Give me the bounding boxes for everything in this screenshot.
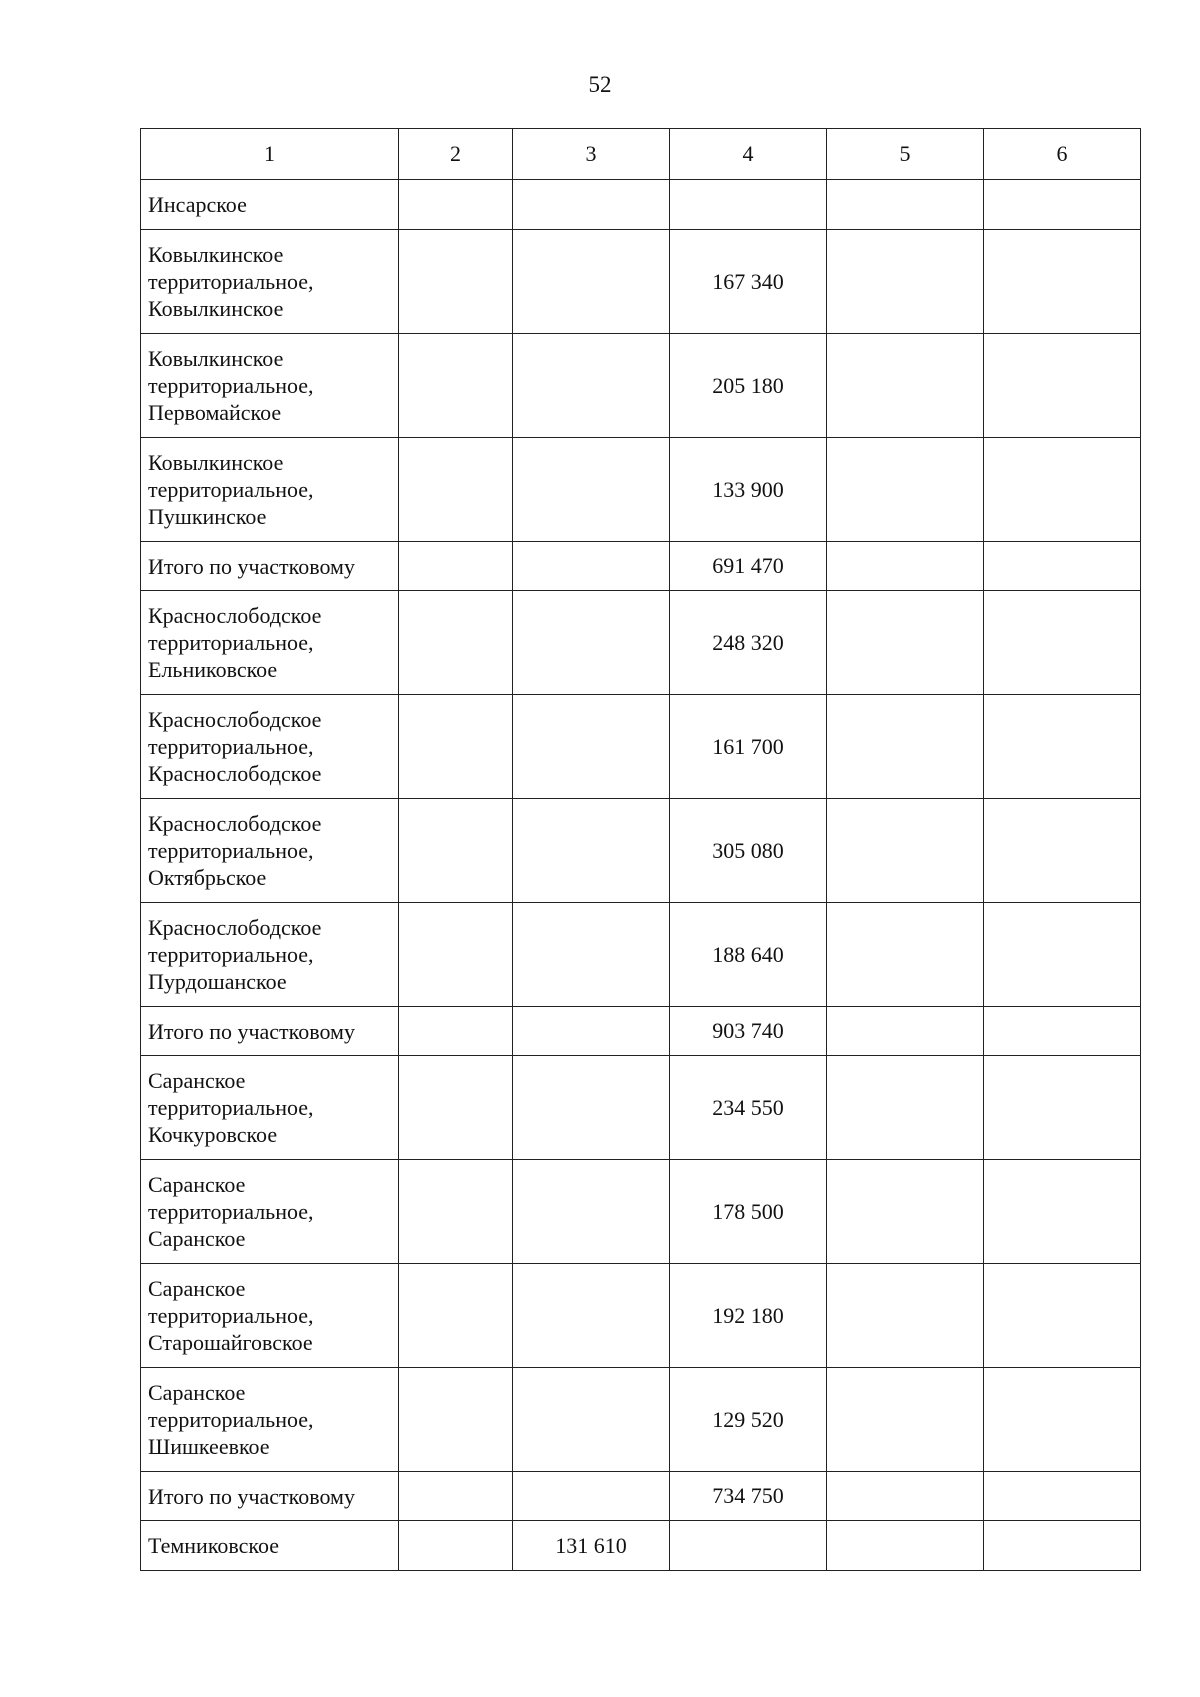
value-cell-c4: 167 340 [670,230,827,334]
district-name-line: Ковылкинское [148,242,284,267]
district-name-cell [141,903,399,1007]
value-cell-c5 [827,542,984,591]
value-cell-c2 [399,542,513,591]
table-row [141,1368,1141,1472]
district-name-line: Ельниковское [148,657,278,682]
value-cell-c4: 188 640 [670,903,827,1007]
table-total-row [141,1472,1141,1521]
header-cell: 4 [670,129,827,180]
table-row [141,180,1141,230]
district-name-cell [141,542,399,591]
table-row [141,1264,1141,1368]
value-cell-c2 [399,1160,513,1264]
value-cell-c6 [984,438,1141,542]
value-cell-c4: 205 180 [670,334,827,438]
value-cell-c3 [513,903,670,1007]
value-cell-c4: 734 750 [670,1472,827,1521]
value-cell-c4 [670,180,827,230]
value-cell-c2 [399,180,513,230]
district-name-cell [141,1007,399,1056]
value-cell-c5 [827,695,984,799]
value-cell-c6 [984,591,1141,695]
value-cell-c5 [827,1007,984,1056]
value-cell-c5 [827,180,984,230]
table-row [141,799,1141,903]
value-cell-c2 [399,799,513,903]
district-name-line: территориальное, [148,269,314,294]
value-cell-c4: 903 740 [670,1007,827,1056]
value-cell-c2 [399,334,513,438]
value-cell-c2 [399,1368,513,1472]
district-name-line: Саранское [148,1068,246,1093]
value-cell-c4: 691 470 [670,542,827,591]
value-cell-c3 [513,1056,670,1160]
value-cell-c5 [827,438,984,542]
table-row [141,695,1141,799]
table-row [141,1160,1141,1264]
value-cell-c3 [513,180,670,230]
table-row [141,1056,1141,1160]
value-cell-c5 [827,334,984,438]
value-cell-c4: 248 320 [670,591,827,695]
district-name-cell [141,334,399,438]
value-cell-c6 [984,1007,1141,1056]
district-name-line: Темниковское [148,1533,280,1558]
value-cell-c5 [827,1472,984,1521]
district-name-line: Итого по участковому [148,1018,355,1044]
value-cell-c4: 161 700 [670,695,827,799]
value-cell-c5 [827,799,984,903]
value-cell-c3 [513,1368,670,1472]
value-cell-c3 [513,334,670,438]
header-cell: 6 [984,129,1141,180]
value-cell-c3 [513,1160,670,1264]
value-cell-c2 [399,438,513,542]
district-name-line: Пурдошанское [148,969,287,994]
value-cell-c3: 131 610 [513,1521,670,1571]
value-cell-c6 [984,334,1141,438]
district-name-line: Ковылкинское [148,450,284,475]
value-cell-c6 [984,230,1141,334]
district-name-line: территориальное, [148,1095,314,1120]
table-body [141,129,1141,1571]
value-cell-c2 [399,1521,513,1571]
value-cell-c3 [513,438,670,542]
table-row [141,230,1141,334]
district-name-line: территориальное, [148,734,314,759]
value-cell-c6 [984,1521,1141,1571]
table-row [141,438,1141,542]
value-cell-c2 [399,903,513,1007]
district-name-line: Пушкинское [148,504,267,529]
district-name-cell [141,1264,399,1368]
value-cell-c6 [984,799,1141,903]
value-cell-c2 [399,1472,513,1521]
district-name-line: территориальное, [148,942,314,967]
value-cell-c3 [513,1007,670,1056]
value-cell-c5 [827,903,984,1007]
district-name-cell [141,1056,399,1160]
document-table [140,128,1141,1571]
table-row [141,1521,1141,1571]
value-cell-c3 [513,1264,670,1368]
value-cell-c3 [513,1472,670,1521]
value-cell-c4: 178 500 [670,1160,827,1264]
value-cell-c5 [827,230,984,334]
value-cell-c5 [827,1056,984,1160]
value-cell-c6 [984,1264,1141,1368]
value-cell-c4: 133 900 [670,438,827,542]
district-name-cell [141,695,399,799]
district-name-line: территориальное, [148,373,314,398]
value-cell-c2 [399,1056,513,1160]
value-cell-c5 [827,1264,984,1368]
value-cell-c4: 234 550 [670,1056,827,1160]
district-name-line: Кочкуровское [148,1122,278,1147]
district-name-line: Первомайское [148,400,282,425]
district-name-line: территориальное, [148,838,314,863]
district-name-line: Ковылкинское [148,296,284,321]
value-cell-c6 [984,1368,1141,1472]
header-cell: 5 [827,129,984,180]
district-name-cell [141,438,399,542]
page-number: 52 [588,72,612,97]
value-cell-c6 [984,180,1141,230]
district-name-line: территориальное, [148,1407,314,1432]
district-name-line: Шишкеевкое [148,1434,270,1459]
header-cell: 1 [141,129,399,180]
value-cell-c2 [399,1264,513,1368]
table-row [141,334,1141,438]
value-cell-c5 [827,1160,984,1264]
value-cell-c6 [984,1472,1141,1521]
header-cell: 2 [399,129,513,180]
district-name-cell [141,591,399,695]
value-cell-c4: 129 520 [670,1368,827,1472]
table-row [141,591,1141,695]
district-name-cell [141,799,399,903]
district-name-line: Саранское [148,1276,246,1301]
table-total-row [141,1007,1141,1056]
district-name-line: Итого по участковому [148,553,355,579]
value-cell-c3 [513,542,670,591]
district-name-line: территориальное, [148,477,314,502]
district-name-line: Октябрьское [148,865,267,890]
district-name-line: территориальное, [148,1303,314,1328]
district-name-line: территориальное, [148,630,314,655]
value-cell-c6 [984,695,1141,799]
value-cell-c4: 192 180 [670,1264,827,1368]
district-name-cell [141,1472,399,1521]
district-name-line: Саранское [148,1380,246,1405]
district-name-cell [141,1521,399,1571]
value-cell-c2 [399,591,513,695]
district-name-line: Саранское [148,1172,246,1197]
value-cell-c2 [399,1007,513,1056]
value-cell-c6 [984,1160,1141,1264]
district-name-cell [141,180,399,230]
table-header-row [141,129,1141,180]
value-cell-c3 [513,695,670,799]
value-cell-c4: 305 080 [670,799,827,903]
value-cell-c6 [984,903,1141,1007]
district-name-line: Старошайговское [148,1330,313,1355]
value-cell-c2 [399,695,513,799]
value-cell-c4 [670,1521,827,1571]
district-name-line: Краснослободское [148,707,322,732]
table-total-row [141,542,1141,591]
value-cell-c5 [827,1521,984,1571]
district-name-line: Саранское [148,1226,246,1251]
value-cell-c5 [827,1368,984,1472]
value-cell-c3 [513,799,670,903]
district-name-line: Краснослободское [148,915,322,940]
value-cell-c3 [513,591,670,695]
value-cell-c3 [513,230,670,334]
district-name-line: Инсарское [148,192,247,217]
value-cell-c2 [399,230,513,334]
district-name-line: Ковылкинское [148,346,284,371]
district-name-line: территориальное, [148,1199,314,1224]
district-name-line: Краснослободское [148,761,322,786]
district-name-cell [141,230,399,334]
district-name-line: Краснослободское [148,811,322,836]
value-cell-c5 [827,591,984,695]
district-name-line: Итого по участковому [148,1483,355,1509]
value-cell-c6 [984,542,1141,591]
district-name-line: Краснослободское [148,603,322,628]
district-name-cell [141,1368,399,1472]
header-cell: 3 [513,129,670,180]
table-row [141,903,1141,1007]
value-cell-c6 [984,1056,1141,1160]
district-name-cell [141,1160,399,1264]
